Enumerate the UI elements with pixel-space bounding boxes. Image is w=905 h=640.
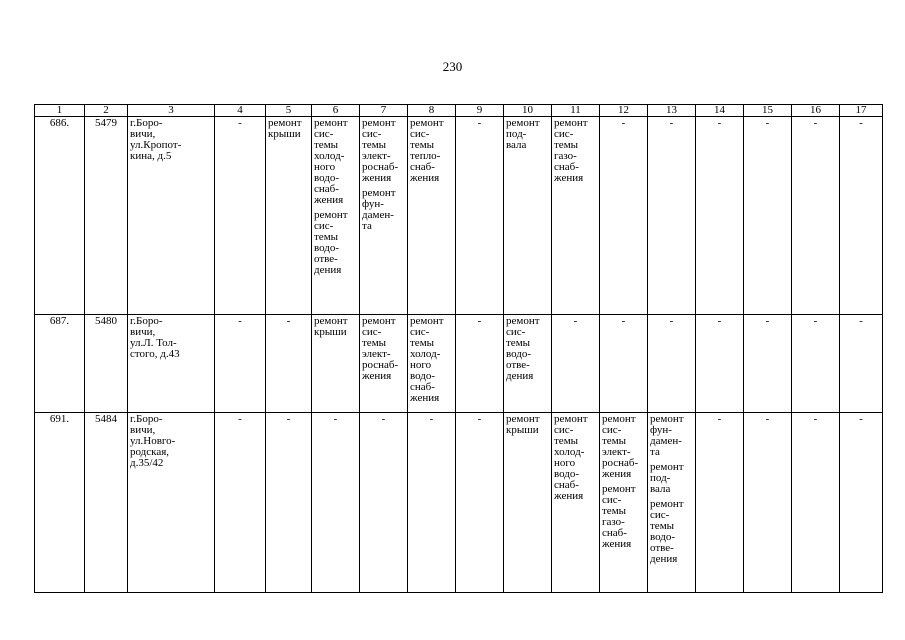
header-cell: 6: [312, 105, 360, 117]
row-number: [35, 117, 85, 315]
empty-dash: -: [238, 117, 242, 129]
empty-dash: -: [621, 315, 626, 327]
repair-table: [34, 104, 883, 593]
cell-text: 691.: [49, 413, 70, 425]
header-cell: 10: [504, 105, 552, 117]
work-item: ремонт сис- темы холод- ного водо- снаб- жения: [410, 315, 444, 404]
work-item: ремонт сис- темы холод- ного водо- снаб- жения: [554, 413, 588, 502]
object-code: [85, 315, 128, 413]
work-cell: [696, 315, 744, 413]
empty-dash: -: [813, 117, 818, 129]
header-cell: 17: [840, 105, 883, 117]
work-cell: [744, 117, 792, 315]
work-cell: [840, 117, 883, 315]
table-row: [35, 315, 883, 413]
header-cell: 3: [128, 105, 215, 117]
empty-dash: -: [669, 315, 674, 327]
work-cell: [504, 315, 552, 413]
empty-dash: -: [813, 413, 818, 425]
empty-dash: -: [621, 117, 626, 129]
cell-text: г.Боро- вичи, ул.Новго- родская, д.35/42: [130, 413, 176, 469]
work-cell: [696, 413, 744, 593]
work-cell: [552, 315, 600, 413]
header-cell: 11: [552, 105, 600, 117]
empty-dash: -: [859, 413, 863, 425]
cell-text: 687.: [49, 315, 70, 327]
work-cell: [744, 413, 792, 593]
empty-dash: -: [286, 315, 291, 327]
header-cell: 4: [215, 105, 266, 117]
work-cell: [792, 413, 840, 593]
work-cell: [840, 413, 883, 593]
work-cell: [408, 413, 456, 593]
work-cell: [456, 315, 504, 413]
empty-dash: -: [859, 117, 863, 129]
empty-dash: -: [429, 413, 434, 425]
work-item: ремонт крыши: [268, 117, 302, 140]
empty-dash: -: [813, 315, 818, 327]
header-cell: 16: [792, 105, 840, 117]
cell-text: 686.: [49, 117, 70, 129]
work-cell: [266, 117, 312, 315]
header-cell: 8: [408, 105, 456, 117]
work-cell: [456, 117, 504, 315]
work-cell: [600, 413, 648, 593]
work-item: ремонт сис- темы тепло- снаб- жения: [410, 117, 444, 184]
work-item: ремонт крыши: [506, 413, 540, 436]
work-item: ремонт фун- дамен- та: [362, 187, 396, 232]
empty-dash: -: [477, 413, 482, 425]
empty-dash: -: [765, 117, 770, 129]
work-cell: [360, 413, 408, 593]
address-cell: [128, 315, 215, 413]
cell-text: г.Боро- вичи, ул.Кропот- кина, д.5: [130, 117, 182, 162]
cell-text: 5480: [95, 315, 117, 327]
empty-dash: -: [717, 117, 722, 129]
table-row: [35, 413, 883, 593]
object-code: [85, 413, 128, 593]
header-cell: 5: [266, 105, 312, 117]
work-item: ремонт сис- темы холод- ного водо- снаб- жения: [314, 117, 348, 206]
work-item: ремонт сис- темы водо- отве- дения: [506, 315, 540, 382]
cell-text: 5479: [95, 117, 117, 129]
empty-dash: -: [669, 117, 674, 129]
work-item: ремонт сис- темы элект- роснаб- жения: [362, 315, 399, 382]
header-cell: 15: [744, 105, 792, 117]
work-item: ремонт под- вала: [506, 117, 540, 151]
work-cell: [552, 413, 600, 593]
work-item: ремонт сис- темы водо- отве- дения: [650, 498, 684, 565]
address-cell: [128, 117, 215, 315]
work-cell: [312, 315, 360, 413]
row-number: [35, 315, 85, 413]
object-code: [85, 117, 128, 315]
header-cell: 14: [696, 105, 744, 117]
header-cell: 7: [360, 105, 408, 117]
work-item: ремонт сис- темы элект- роснаб- жения: [602, 413, 639, 480]
empty-dash: -: [765, 315, 770, 327]
empty-dash: -: [573, 315, 578, 327]
work-cell: [792, 117, 840, 315]
empty-dash: -: [477, 117, 482, 129]
empty-dash: -: [333, 413, 338, 425]
work-cell: [648, 117, 696, 315]
work-cell: [600, 117, 648, 315]
work-cell: [215, 117, 266, 315]
work-cell: [266, 315, 312, 413]
empty-dash: -: [477, 315, 482, 327]
header-cell: 12: [600, 105, 648, 117]
work-cell: [648, 315, 696, 413]
work-item: ремонт сис- темы водо- отве- дения: [314, 209, 348, 276]
work-cell: [312, 117, 360, 315]
work-item: ремонт крыши: [314, 315, 348, 338]
empty-dash: -: [765, 413, 770, 425]
header-cell: 9: [456, 105, 504, 117]
work-cell: [504, 117, 552, 315]
header-cell: 2: [85, 105, 128, 117]
work-cell: [552, 117, 600, 315]
work-cell: [312, 413, 360, 593]
work-cell: [792, 315, 840, 413]
work-cell: [840, 315, 883, 413]
page-number: 230: [442, 59, 463, 74]
work-item: ремонт сис- темы элект- роснаб- жения: [362, 117, 399, 184]
work-cell: [215, 413, 266, 593]
work-cell: [215, 315, 266, 413]
work-item: ремонт сис- темы газо- снаб- жения: [602, 483, 636, 550]
cell-text: 5484: [95, 413, 117, 425]
work-cell: [600, 315, 648, 413]
work-cell: [360, 117, 408, 315]
work-item: ремонт сис- темы газо- снаб- жения: [554, 117, 588, 184]
work-cell: [648, 413, 696, 593]
row-number: [35, 413, 85, 593]
work-item: ремонт фун- дамен- та: [650, 413, 684, 458]
address-cell: [128, 413, 215, 593]
work-cell: [504, 413, 552, 593]
empty-dash: -: [859, 315, 863, 327]
work-item: ремонт под- вала: [650, 461, 684, 495]
empty-dash: -: [238, 315, 242, 327]
empty-dash: -: [238, 413, 242, 425]
work-cell: [408, 117, 456, 315]
header-cell: 1: [35, 105, 85, 117]
work-cell: [360, 315, 408, 413]
empty-dash: -: [286, 413, 291, 425]
header-row: [35, 105, 883, 117]
cell-text: г.Боро- вичи, ул.Л. Тол- стого, д.43: [130, 315, 180, 360]
empty-dash: -: [381, 413, 386, 425]
empty-dash: -: [717, 315, 722, 327]
empty-dash: -: [717, 413, 722, 425]
work-cell: [408, 315, 456, 413]
header-cell: 13: [648, 105, 696, 117]
work-cell: [456, 413, 504, 593]
work-cell: [266, 413, 312, 593]
work-cell: [696, 117, 744, 315]
table-row: [35, 117, 883, 315]
work-cell: [744, 315, 792, 413]
